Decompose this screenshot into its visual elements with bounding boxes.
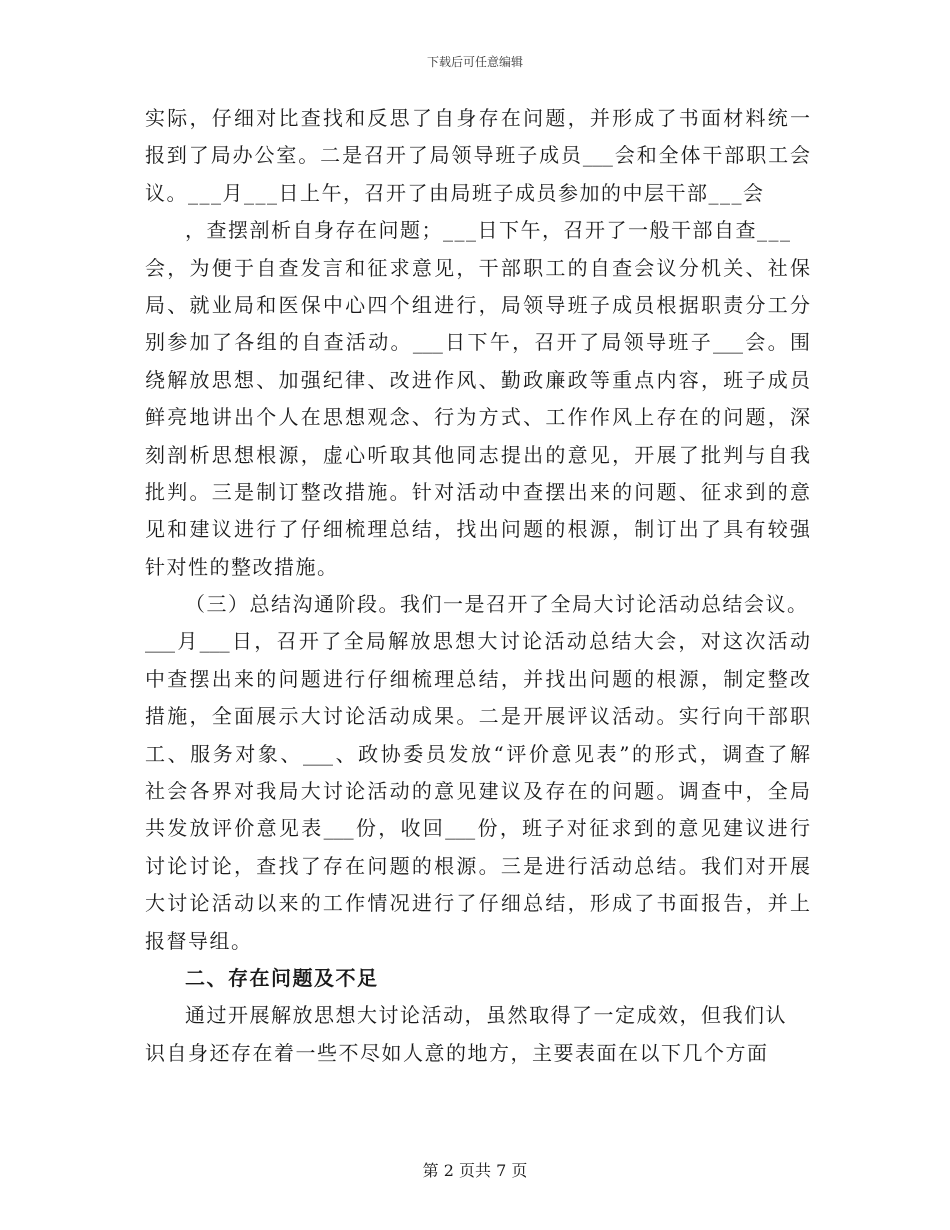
- text-line: 会，为便于自查发言和征求意见，干部职工的自查会议分机关、社保: [145, 255, 810, 280]
- text-line: 工、服务对象、___、政协委员发放“评价意见表”的形式，调查了解: [145, 741, 810, 766]
- text-line: 措施，全面展示大讨论活动成果。二是开展评议活动。实行向干部职: [145, 704, 810, 729]
- text-line: 针对性的整改措施。: [145, 554, 339, 579]
- text-line: 识自身还存在着一些不尽如人意的地方，主要表面在以下几个方面: [145, 1040, 769, 1065]
- section-heading: 二、存在问题及不足: [185, 965, 379, 990]
- text-line: 实际，仔细对比查找和反思了自身存在问题，并形成了书面材料统一: [145, 106, 810, 130]
- text-line: 报督导组。: [145, 928, 253, 953]
- text-line: 刻剖析思想根源，虚心听取其他同志提出的意见，开展了批判与自我: [145, 442, 810, 467]
- text-line: 报到了局办公室。二是召开了局领导班子成员___会和全体干部职工会: [145, 143, 810, 168]
- text-line: 中查摆出来的问题进行仔细梳理总结，并找出问题的根源，制定整改: [145, 666, 810, 691]
- text-line: 见和建议进行了仔细梳理总结，找出问题的根源，制订出了具有较强: [145, 517, 810, 542]
- text-line: 局、就业局和医保中心四个组进行，局领导班子成员根据职责分工分: [145, 292, 810, 317]
- page-footer: 第 2 页共 7 页: [422, 1161, 528, 1180]
- text-line: 别参加了各组的自查活动。___日下午，召开了局领导班子___会。围: [145, 330, 810, 355]
- text-line: 大讨论活动以来的工作情况进行了仔细总结，形成了书面报告，并上: [145, 891, 810, 916]
- text-line: 绕解放思想、加强纪律、改进作风、勤政廉政等重点内容，班子成员: [145, 367, 810, 392]
- body-text: [145, 108, 810, 1080]
- section-heading-paragraph: （三）总结沟通阶段。我们一是召开了全局大讨论活动总结会议。: [185, 592, 809, 617]
- text-line: 批判。三是制订整改措施。针对活动中查摆出来的问题、征求到的意: [145, 479, 810, 504]
- text-line: ___月___日，召开了全局解放思想大讨论活动总结大会，对这次活动: [145, 629, 810, 654]
- text-line: 讨论讨论，查找了存在问题的根源。三是进行活动总结。我们对开展: [145, 853, 810, 878]
- text-line: 议。___月___日上午，召开了由局班子成员参加的中层干部___会: [145, 180, 765, 205]
- text-line: 共发放评价意见表___份，收回___份，班子对征求到的意见建议进行: [145, 816, 810, 841]
- text-line: 通过开展解放思想大讨论活动，虽然取得了一定成效，但我们认: [185, 1003, 787, 1028]
- text-line: 社会各界对我局大讨论活动的意见建议及存在的问题。调查中，全局: [145, 779, 810, 804]
- text-line: 鲜亮地讲出个人在思想观念、行为方式、工作作风上存在的问题，深: [145, 405, 810, 430]
- page-header: 下载后可任意编辑: [426, 55, 523, 69]
- text-line: ，查摆剖析自身存在问题；___日下午，召开了一般干部自查___: [185, 218, 792, 243]
